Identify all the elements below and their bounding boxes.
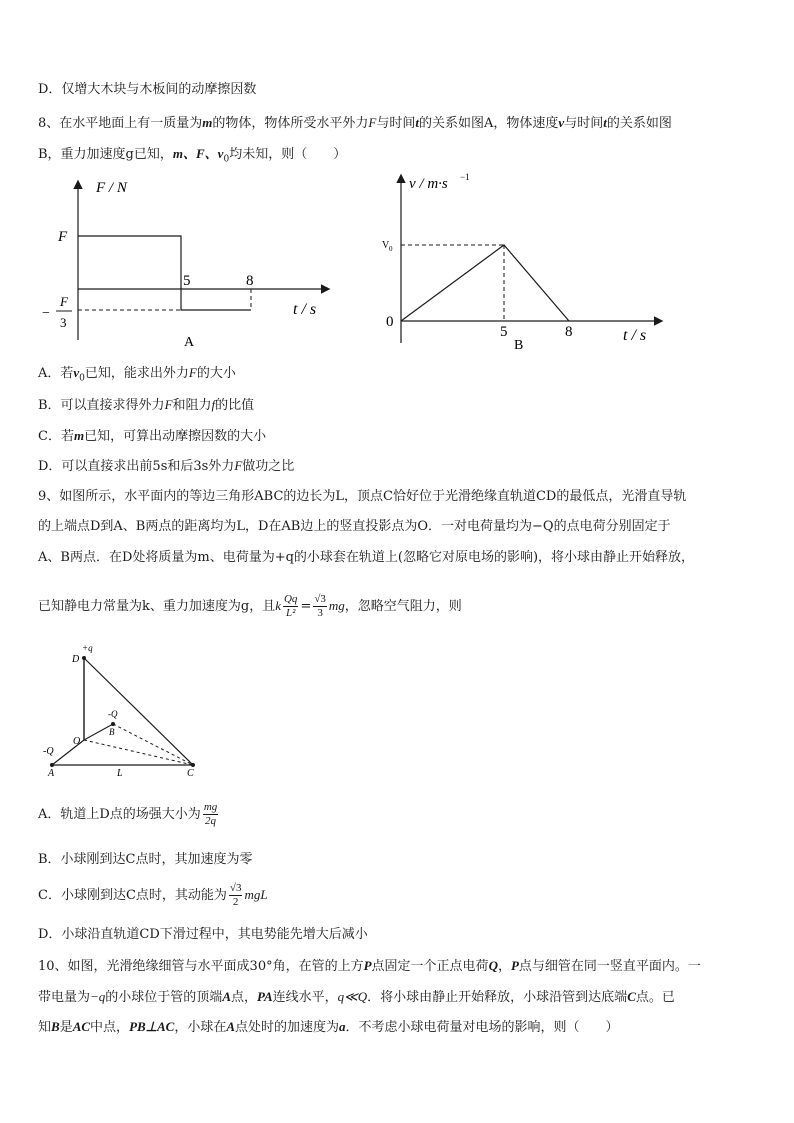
var-q-ll-Q: q≪Q	[337, 989, 368, 1004]
q8-stem-line1	[38, 114, 672, 133]
x-axis-label: t / s	[623, 327, 647, 344]
text: 的物体，物体所受水平外力	[212, 116, 369, 131]
numerator: Qq	[283, 593, 298, 605]
text: 连线水平，	[272, 990, 338, 1005]
label-o: O	[73, 736, 81, 747]
text: A．轨道上D点的场强大小为	[38, 807, 201, 822]
text: 的小球位于管的顶端	[105, 990, 223, 1005]
var-f: f	[211, 397, 216, 412]
caption-a: A	[184, 335, 195, 350]
var-P: P	[363, 958, 372, 973]
text: B．可以直接求得外力	[38, 398, 165, 413]
q8-stem-line2	[38, 145, 346, 169]
neg-sign: −	[42, 306, 50, 321]
point-c	[191, 763, 195, 767]
point-a	[50, 763, 54, 767]
var-PB-perp-AC: PB⊥AC	[129, 1019, 175, 1034]
v0-label: V	[382, 240, 390, 251]
text: 点，	[230, 990, 257, 1005]
numerator: mg	[203, 801, 218, 813]
tick-5: 5	[500, 324, 508, 340]
var-v: v	[73, 365, 80, 380]
var-A: A	[222, 989, 231, 1004]
var-P: P	[510, 958, 519, 973]
text: 中点，	[90, 1020, 130, 1035]
var-B: B	[51, 1019, 60, 1034]
text: 知	[38, 1020, 52, 1035]
fraction-sqrt3-2	[229, 882, 243, 909]
text: 已知静电力常量为k、重力加速度为g，且	[38, 599, 276, 614]
text: 的大小	[196, 366, 236, 381]
text: 与时间	[564, 116, 604, 131]
vars: m、F、v	[172, 146, 224, 161]
tick-8: 8	[565, 324, 573, 340]
text: 带电量为	[38, 990, 91, 1005]
point-b	[111, 722, 115, 726]
x-axis-label: t / s	[293, 301, 317, 318]
var-PA: PA	[257, 989, 273, 1004]
text: 已知，能求出外力	[84, 366, 189, 381]
text: ．将小球由静止开始释放，小球沿管到达底端	[367, 990, 628, 1005]
velocity-curve	[401, 245, 569, 321]
label-a: A	[48, 768, 55, 779]
rail-dc	[84, 658, 193, 765]
text: 和阻力	[172, 398, 212, 413]
tick-8: 8	[246, 273, 254, 289]
label-l: L	[117, 768, 123, 779]
text: ，小球在	[174, 1020, 227, 1035]
var-m: m	[202, 115, 213, 130]
denominator: 2q	[205, 815, 217, 827]
neg-f-den: 3	[60, 315, 67, 330]
text: C．小球刚到达C点时，其动能为	[38, 888, 227, 903]
text: 点与细管在同一竖直平面内。一	[518, 959, 701, 974]
y-axis-label: v / m·s	[409, 176, 448, 192]
var-F: F	[368, 115, 377, 130]
text: 与时间	[376, 116, 416, 131]
fraction-qq-l2	[283, 593, 298, 620]
numerator: √3	[314, 593, 326, 605]
label-minus-q-a: -Q	[43, 746, 54, 757]
denominator: 2	[232, 896, 239, 908]
force-step-curve	[78, 236, 251, 310]
denominator: L²	[286, 607, 296, 619]
tick-5: 5	[183, 273, 191, 289]
text: 已知，可算出动摩擦因数的大小	[84, 429, 267, 444]
text: ，	[497, 959, 511, 974]
text: 的比值	[215, 398, 255, 413]
text: 8、在水平地面上有一质量为	[38, 116, 203, 131]
v0-subscript: 0	[389, 245, 393, 253]
text: 点固定一个正点电荷	[371, 959, 489, 974]
q8-option-b	[38, 396, 254, 415]
q10-stem-line1	[38, 957, 701, 976]
text: 均未知，则（ ）	[229, 147, 347, 162]
var-F: F	[188, 365, 197, 380]
text: D．可以直接求出前5s和后3s外力	[38, 459, 235, 474]
label-c: C	[187, 768, 194, 779]
fraction-sqrt3-3	[313, 593, 327, 620]
text: ，忽略空气阻力，则	[344, 599, 462, 614]
fraction-mg-2q	[203, 801, 218, 828]
text: 点。已	[635, 990, 675, 1005]
y-axis-label: F / N	[96, 180, 127, 196]
q8-figure-b-velocity-time-graph	[378, 168, 668, 354]
var-t: t	[603, 115, 607, 130]
numerator: √3	[229, 882, 242, 894]
neg-f-num: F	[60, 294, 68, 309]
text: 点处时的加速度为	[235, 1020, 340, 1035]
q9-option-c	[38, 880, 268, 911]
text: 是	[59, 1020, 73, 1035]
q8-figure-a-force-time-graph	[38, 172, 338, 352]
q9-option-b: B．小球刚到达C点时，其加速度为零	[38, 852, 253, 867]
var-F: F	[164, 397, 173, 412]
q9-figure-triangle	[38, 640, 208, 780]
q9-stem-line1: 9、如图所示，水平面内的等边三角形ABC的边长为L，顶点C恰好位于光滑绝缘直轨道CD的最低点，光滑直导轨	[38, 489, 687, 504]
f-label: F	[58, 229, 68, 245]
label-minus-q-b: -Q	[108, 709, 118, 719]
q9-stem-line2: 的上端点D到A、B两点的距离均为L，D在AB边上的竖直投影点为O．一对电荷量均为−Q的点电荷分别固定于	[38, 519, 671, 534]
var-F: F	[234, 458, 243, 473]
q10-stem-line2	[38, 988, 675, 1007]
subscript: 0	[223, 154, 230, 165]
text: ．不考虑小球电荷量对电场的影响，则（ ）	[345, 1020, 619, 1035]
q9-option-d: D．小球沿直轨道CD下滑过程中，其电势能先增大后减小	[38, 927, 368, 942]
var-v: v	[558, 115, 565, 130]
var-mg: mg	[328, 598, 345, 613]
text: 的关系如图	[606, 116, 672, 131]
label-d: D	[72, 654, 80, 665]
point-d	[82, 656, 86, 660]
text: 的关系如图A，物体速度	[419, 116, 559, 131]
equals: =	[300, 599, 312, 614]
text: 做功之比	[242, 459, 295, 474]
label-b: B	[109, 727, 115, 737]
var-A: A	[226, 1019, 236, 1034]
subscript: 0	[79, 373, 85, 384]
q7-option-d: D．仅增大木块与木板间的动摩擦因数	[38, 82, 257, 97]
var-Q: Q	[488, 958, 498, 973]
var-C: C	[627, 989, 636, 1004]
text: B，重力加速度g已知，	[38, 147, 173, 162]
q9-stem-line3: A、B两点．在D处将质量为m、电荷量为+q的小球套在轨道上(忽略它对原电场的影响)，将小球由静止开始释放，	[38, 550, 695, 565]
var-m: m	[73, 428, 85, 443]
y-axis-exponent: −1	[460, 172, 470, 182]
q8-option-c	[38, 427, 266, 446]
q9-option-a	[38, 800, 220, 830]
caption-b: B	[514, 338, 524, 353]
dashed-oc	[84, 740, 193, 765]
q8-option-a	[38, 364, 236, 388]
label-plus-q: +q	[82, 643, 93, 653]
origin-label: 0	[386, 314, 394, 330]
var-mgl: mgL	[244, 887, 268, 902]
q9-stem-line4	[38, 591, 462, 622]
var-t: t	[415, 115, 420, 130]
q8-option-d	[38, 457, 294, 476]
var-a: a	[339, 1019, 346, 1034]
text: C．若	[38, 429, 74, 444]
q10-stem-line3	[38, 1018, 619, 1037]
var-minus-q: −q	[90, 989, 106, 1004]
text: 10、如图，光滑绝缘细管与水平面成30°角，在管的上方	[38, 959, 364, 974]
var-AC: AC	[72, 1019, 91, 1034]
text: A．若	[38, 366, 74, 381]
denominator: 3	[317, 607, 323, 619]
dashed-bc	[113, 724, 193, 765]
var-k: k	[275, 598, 281, 613]
